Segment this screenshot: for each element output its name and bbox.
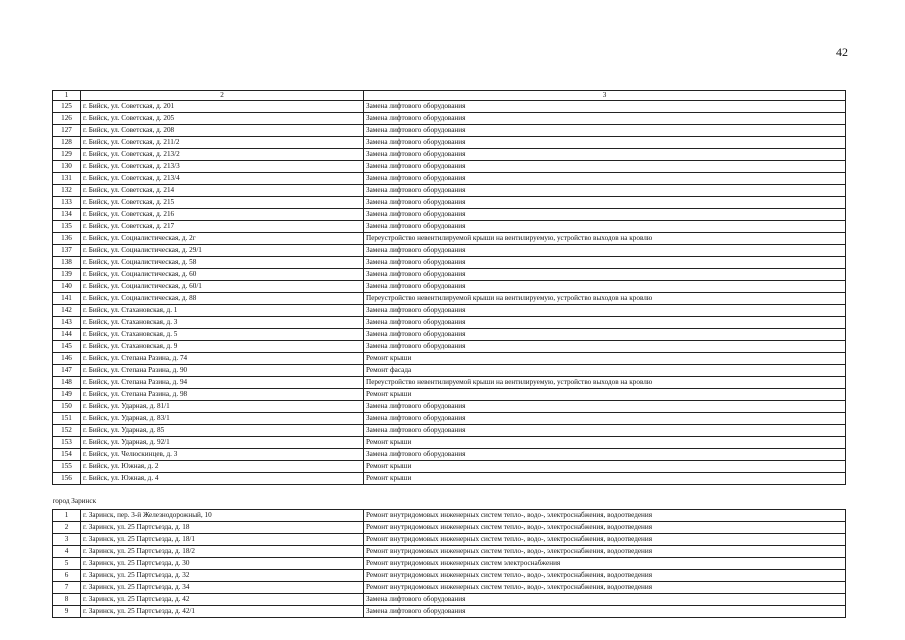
work-type-cell: Замена лифтового оборудования — [364, 173, 846, 185]
address-cell: г. Бийск, ул. Социалистическая, д. 60/1 — [81, 281, 364, 293]
table-row — [53, 522, 846, 534]
row-number: 128 — [53, 137, 81, 149]
address-cell: г. Бийск, ул. Советская, д. 213/2 — [81, 149, 364, 161]
table-row — [53, 293, 846, 305]
work-type-cell: Замена лифтового оборудования — [364, 209, 846, 221]
table-row — [53, 413, 846, 425]
address-cell: г. Бийск, ул. Социалистическая, д. 58 — [81, 257, 364, 269]
table-row — [53, 594, 846, 606]
work-type-cell: Замена лифтового оборудования — [364, 197, 846, 209]
address-cell: г. Бийск, ул. Ударная, д. 83/1 — [81, 413, 364, 425]
work-type-cell: Замена лифтового оборудования — [364, 101, 846, 113]
table-row — [53, 125, 846, 137]
work-type-cell: Замена лифтового оборудования — [364, 149, 846, 161]
work-type-cell: Замена лифтового оборудования — [364, 401, 846, 413]
table-row — [53, 546, 846, 558]
row-number: 129 — [53, 149, 81, 161]
work-type-cell: Замена лифтового оборудования — [364, 281, 846, 293]
table-row — [53, 269, 846, 281]
row-number: 140 — [53, 281, 81, 293]
address-cell: г. Бийск, ул. Советская, д. 201 — [81, 101, 364, 113]
header-cell: 2 — [81, 91, 364, 101]
work-type-cell: Замена лифтового оборудования — [364, 341, 846, 353]
address-cell: г. Бийск, ул. Степана Разина, д. 74 — [81, 353, 364, 365]
work-type-cell: Переустройство невентилируемой крыши на вентилируемую, устройство выходов на кровлю — [364, 233, 846, 245]
row-number: 154 — [53, 449, 81, 461]
table-row — [53, 233, 846, 245]
table-row — [53, 221, 846, 233]
repair-table — [52, 90, 846, 618]
table-row — [53, 425, 846, 437]
address-cell: г. Бийск, ул. Социалистическая, д. 60 — [81, 269, 364, 281]
row-number: 139 — [53, 269, 81, 281]
table-row — [53, 558, 846, 570]
row-number: 155 — [53, 461, 81, 473]
address-cell: г. Бийск, ул. Советская, д. 217 — [81, 221, 364, 233]
table-header-row — [53, 91, 846, 101]
address-cell: г. Бийск, ул. Советская, д. 216 — [81, 209, 364, 221]
work-type-cell: Ремонт крыши — [364, 461, 846, 473]
address-cell: г. Бийск, ул. Советская, д. 215 — [81, 197, 364, 209]
address-cell: г. Бийск, ул. Советская, д. 213/3 — [81, 161, 364, 173]
row-number: 149 — [53, 389, 81, 401]
address-cell: г. Бийск, ул. Южная, д. 4 — [81, 473, 364, 485]
table-row — [53, 510, 846, 522]
address-cell: г. Бийск, ул. Степана Разина, д. 90 — [81, 365, 364, 377]
work-type-cell: Ремонт внутридомовых инженерных систем тепло-, водо-, электроснабжения, водоотведения — [364, 522, 846, 534]
address-cell: г. Заринск, ул. 25 Партсъезда, д. 18 — [81, 522, 364, 534]
row-number: 138 — [53, 257, 81, 269]
table-row — [53, 534, 846, 546]
page-number: 42 — [836, 45, 848, 59]
address-cell: г. Бийск, ул. Ударная, д. 92/1 — [81, 437, 364, 449]
row-number: 2 — [53, 522, 81, 534]
row-number: 136 — [53, 233, 81, 245]
table-row — [53, 401, 846, 413]
work-type-cell: Ремонт крыши — [364, 353, 846, 365]
row-number: 152 — [53, 425, 81, 437]
row-number: 156 — [53, 473, 81, 485]
header-cell: 1 — [53, 91, 81, 101]
work-type-cell: Переустройство невентилируемой крыши на вентилируемую, устройство выходов на кровлю — [364, 377, 846, 389]
row-number: 147 — [53, 365, 81, 377]
row-number: 150 — [53, 401, 81, 413]
table-row — [53, 353, 846, 365]
table-row — [53, 149, 846, 161]
address-cell: г. Бийск, ул. Социалистическая, д. 29/1 — [81, 245, 364, 257]
address-cell: г. Заринск, ул. 25 Партсъезда, д. 18/1 — [81, 534, 364, 546]
table-row — [53, 449, 846, 461]
table-row — [53, 437, 846, 449]
row-number: 127 — [53, 125, 81, 137]
table-row — [53, 137, 846, 149]
work-type-cell: Ремонт внутридомовых инженерных систем тепло-, водо-, электроснабжения, водоотведения — [364, 510, 846, 522]
work-type-cell: Ремонт внутридомовых инженерных систем электроснабжения — [364, 558, 846, 570]
address-cell: г. Бийск, ул. Ударная, д. 81/1 — [81, 401, 364, 413]
address-cell: г. Бийск, ул. Степана Разина, д. 94 — [81, 377, 364, 389]
table-row — [53, 185, 846, 197]
work-type-cell: Ремонт внутридомовых инженерных систем тепло-, водо-, электроснабжения, водоотведения — [364, 570, 846, 582]
address-cell: г. Бийск, ул. Стахановская, д. 5 — [81, 329, 364, 341]
table-row — [53, 281, 846, 293]
address-cell: г. Заринск, ул. 25 Партсъезда, д. 18/2 — [81, 546, 364, 558]
work-type-cell: Замена лифтового оборудования — [364, 161, 846, 173]
work-type-cell: Ремонт внутридомовых инженерных систем тепло-, водо-, электроснабжения, водоотведения — [364, 546, 846, 558]
work-type-cell: Замена лифтового оборудования — [364, 113, 846, 125]
table-row — [53, 329, 846, 341]
row-number: 151 — [53, 413, 81, 425]
table-row — [53, 113, 846, 125]
row-number: 132 — [53, 185, 81, 197]
work-type-cell: Ремонт внутридомовых инженерных систем тепло-, водо-, электроснабжения, водоотведения — [364, 534, 846, 546]
work-type-cell: Ремонт внутридомовых инженерных систем тепло-, водо-, электроснабжения, водоотведения — [364, 582, 846, 594]
row-number: 9 — [53, 606, 81, 618]
work-type-cell: Ремонт фасада — [364, 365, 846, 377]
work-type-cell: Замена лифтового оборудования — [364, 185, 846, 197]
address-cell: г. Заринск, ул. 25 Партсъезда, д. 32 — [81, 570, 364, 582]
address-cell: г. Заринск, ул. 25 Партсъезда, д. 42/1 — [81, 606, 364, 618]
table-row — [53, 389, 846, 401]
table-row — [53, 461, 846, 473]
table-row — [53, 161, 846, 173]
address-cell: г. Бийск, ул. Советская, д. 208 — [81, 125, 364, 137]
table-body — [53, 91, 846, 618]
address-cell: г. Бийск, ул. Социалистическая, д. 88 — [81, 293, 364, 305]
row-number: 134 — [53, 209, 81, 221]
work-type-cell: Замена лифтового оборудования — [364, 269, 846, 281]
work-type-cell: Переустройство невентилируемой крыши на вентилируемую, устройство выходов на кровлю — [364, 293, 846, 305]
table-row — [53, 209, 846, 221]
work-type-cell: Замена лифтового оборудования — [364, 137, 846, 149]
address-cell: г. Заринск, пер. 3-й Железнодорожный, 10 — [81, 510, 364, 522]
row-number: 131 — [53, 173, 81, 185]
table-row — [53, 101, 846, 113]
work-type-cell: Замена лифтового оборудования — [364, 317, 846, 329]
address-cell: г. Заринск, ул. 25 Партсъезда, д. 34 — [81, 582, 364, 594]
work-type-cell: Ремонт крыши — [364, 473, 846, 485]
work-type-cell: Замена лифтового оборудования — [364, 257, 846, 269]
section-row — [53, 485, 846, 510]
address-cell: г. Бийск, ул. Социалистическая, д. 2г — [81, 233, 364, 245]
row-number: 1 — [53, 510, 81, 522]
row-number: 126 — [53, 113, 81, 125]
address-cell: г. Бийск, ул. Советская, д. 211/2 — [81, 137, 364, 149]
table-row — [53, 570, 846, 582]
table-row — [53, 377, 846, 389]
row-number: 130 — [53, 161, 81, 173]
work-type-cell: Замена лифтового оборудования — [364, 425, 846, 437]
work-type-cell: Замена лифтового оборудования — [364, 449, 846, 461]
work-type-cell: Замена лифтового оборудования — [364, 245, 846, 257]
row-number: 4 — [53, 546, 81, 558]
row-number: 142 — [53, 305, 81, 317]
table-row — [53, 582, 846, 594]
table-row — [53, 606, 846, 618]
address-cell: г. Бийск, ул. Степана Разина, д. 98 — [81, 389, 364, 401]
table-row — [53, 473, 846, 485]
address-cell: г. Бийск, ул. Стахановская, д. 3 — [81, 317, 364, 329]
address-cell: г. Заринск, ул. 25 Партсъезда, д. 30 — [81, 558, 364, 570]
row-number: 6 — [53, 570, 81, 582]
address-cell: г. Бийск, ул. Стахановская, д. 1 — [81, 305, 364, 317]
table-row — [53, 305, 846, 317]
row-number: 143 — [53, 317, 81, 329]
work-type-cell: Замена лифтового оборудования — [364, 305, 846, 317]
work-type-cell: Замена лифтового оборудования — [364, 594, 846, 606]
row-number: 125 — [53, 101, 81, 113]
address-cell: г. Бийск, ул. Челюскинцев, д. 3 — [81, 449, 364, 461]
row-number: 153 — [53, 437, 81, 449]
row-number: 7 — [53, 582, 81, 594]
row-number: 3 — [53, 534, 81, 546]
table-row — [53, 365, 846, 377]
work-type-cell: Замена лифтового оборудования — [364, 606, 846, 618]
section-title: город Заринск — [53, 485, 846, 510]
address-cell: г. Бийск, ул. Советская, д. 214 — [81, 185, 364, 197]
table-row — [53, 257, 846, 269]
work-type-cell: Ремонт крыши — [364, 437, 846, 449]
row-number: 141 — [53, 293, 81, 305]
work-type-cell: Замена лифтового оборудования — [364, 125, 846, 137]
address-cell: г. Бийск, ул. Стахановская, д. 9 — [81, 341, 364, 353]
address-cell: г. Бийск, ул. Советская, д. 205 — [81, 113, 364, 125]
table-row — [53, 245, 846, 257]
table-row — [53, 341, 846, 353]
row-number: 137 — [53, 245, 81, 257]
row-number: 133 — [53, 197, 81, 209]
table-row — [53, 173, 846, 185]
address-cell: г. Бийск, ул. Южная, д. 2 — [81, 461, 364, 473]
address-cell: г. Бийск, ул. Советская, д. 213/4 — [81, 173, 364, 185]
work-type-cell: Замена лифтового оборудования — [364, 413, 846, 425]
work-type-cell: Замена лифтового оборудования — [364, 221, 846, 233]
row-number: 145 — [53, 341, 81, 353]
row-number: 148 — [53, 377, 81, 389]
work-type-cell: Ремонт крыши — [364, 389, 846, 401]
table-row — [53, 197, 846, 209]
table-row — [53, 317, 846, 329]
work-type-cell: Замена лифтового оборудования — [364, 329, 846, 341]
address-cell: г. Бийск, ул. Ударная, д. 85 — [81, 425, 364, 437]
row-number: 146 — [53, 353, 81, 365]
address-cell: г. Заринск, ул. 25 Партсъезда, д. 42 — [81, 594, 364, 606]
header-cell: 3 — [364, 91, 846, 101]
row-number: 8 — [53, 594, 81, 606]
row-number: 144 — [53, 329, 81, 341]
row-number: 135 — [53, 221, 81, 233]
row-number: 5 — [53, 558, 81, 570]
